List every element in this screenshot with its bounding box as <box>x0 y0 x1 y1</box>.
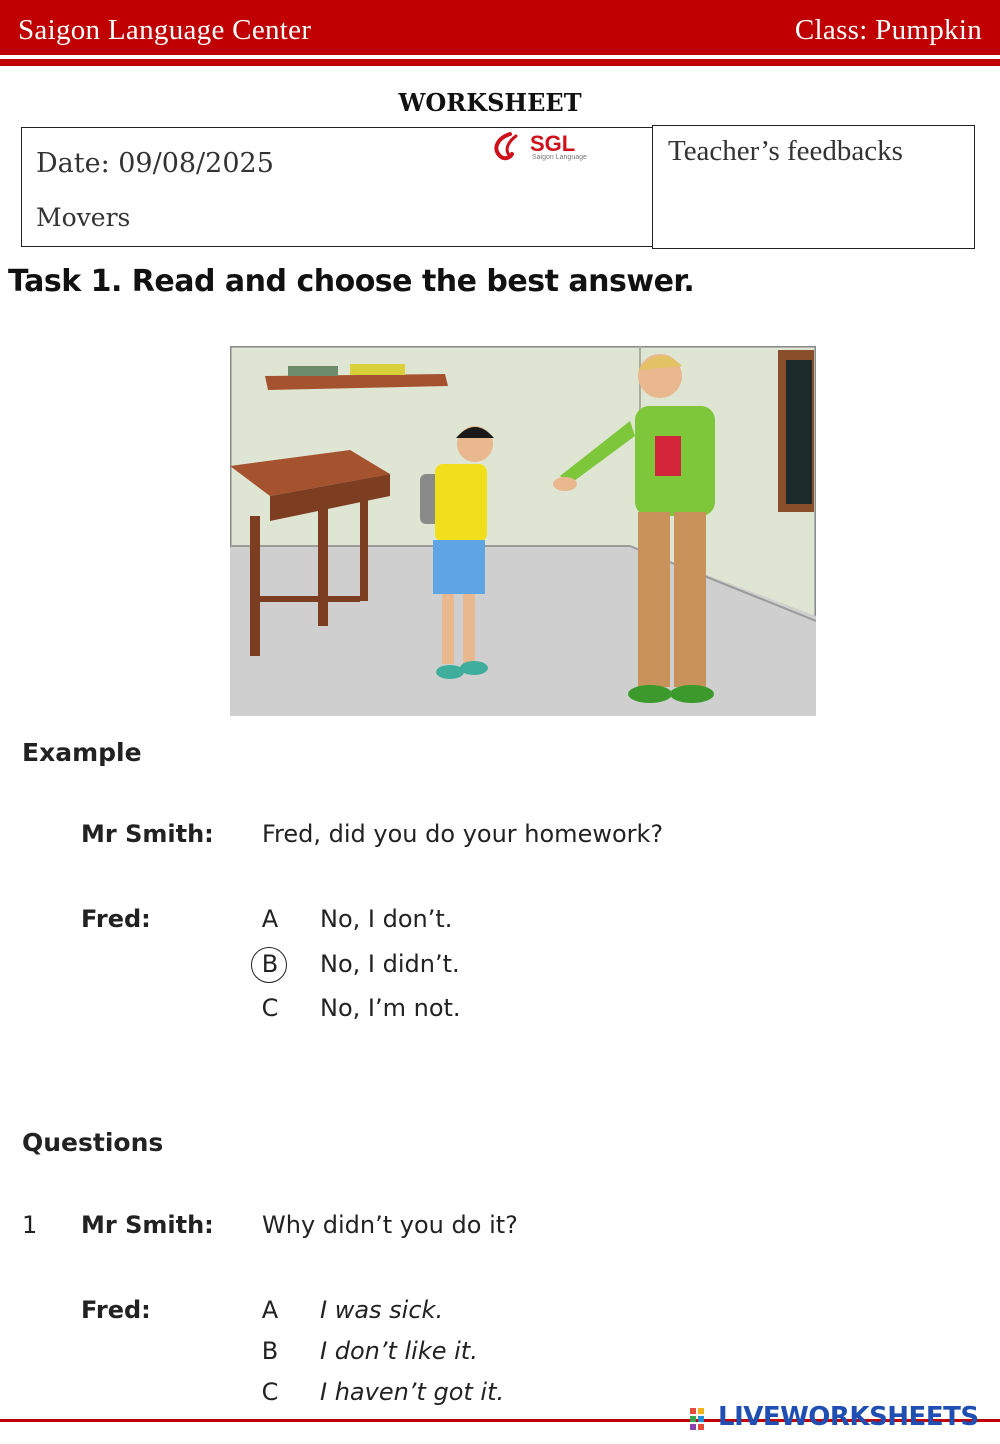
question-option-a-text[interactable]: I was sick. <box>320 1296 444 1324</box>
question-option-b-text[interactable]: I don’t like it. <box>320 1337 478 1365</box>
feedback-label: Teacher’s feedbacks <box>668 135 903 167</box>
task-title: Task 1. Read and choose the best answer. <box>8 264 695 299</box>
question-option-a-letter[interactable]: A <box>261 1296 279 1324</box>
level-text: Movers <box>36 203 131 232</box>
worksheet-title: WORKSHEET <box>398 88 582 117</box>
logo-subtext: Saigon Language <box>532 154 587 161</box>
question-speaker-mr-smith: Mr Smith: <box>81 1211 214 1239</box>
question-speaker-fred: Fred: <box>81 1296 151 1324</box>
example-option-a-letter[interactable]: A <box>261 905 279 933</box>
example-option-a-text[interactable]: No, I don’t. <box>320 905 453 933</box>
example-option-b-text[interactable]: No, I didn’t. <box>320 950 460 978</box>
example-line: Fred, did you do your homework? <box>262 820 664 848</box>
question-option-c-letter[interactable]: C <box>261 1378 279 1406</box>
liveworksheets-brand[interactable]: LIVEWORKSHEETS <box>718 1402 979 1432</box>
school-name: Saigon Language Center <box>18 14 312 46</box>
example-option-c-letter[interactable]: C <box>261 994 279 1022</box>
example-option-c-text[interactable]: No, I’m not. <box>320 994 461 1022</box>
liveworksheets-logo-icon <box>690 1406 714 1430</box>
class-label: Class: Pumpkin <box>794 14 982 46</box>
example-option-b-letter[interactable]: B <box>261 950 279 978</box>
header-divider <box>0 59 1000 66</box>
logo-text: SGL <box>530 131 576 156</box>
question-option-b-letter[interactable]: B <box>261 1337 279 1365</box>
question-line: Why didn’t you do it? <box>262 1211 518 1239</box>
example-speaker-mr-smith: Mr Smith: <box>81 820 214 848</box>
date-text: Date: 09/08/2025 <box>36 148 274 179</box>
example-heading: Example <box>22 738 142 767</box>
question-number: 1 <box>22 1211 38 1239</box>
question-option-c-text[interactable]: I haven’t got it. <box>320 1378 505 1406</box>
questions-heading: Questions <box>22 1128 164 1157</box>
classroom-illustration <box>230 346 816 716</box>
example-speaker-fred: Fred: <box>81 905 151 933</box>
